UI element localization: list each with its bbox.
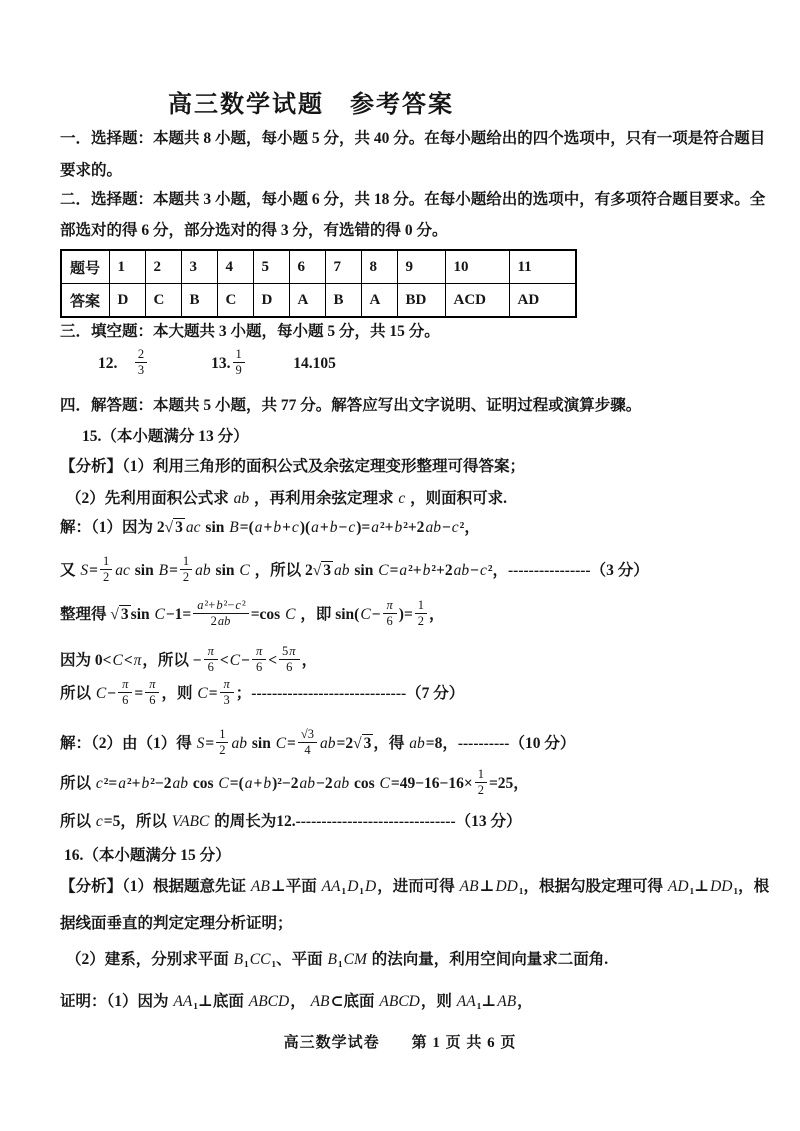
table-row-question-numbers [61, 250, 576, 284]
fill-in-blank-answers: 12. $\frac{2}{3}$ 13. $\frac{1}{9}$ 14.105 [98, 346, 336, 377]
answer-cell: C [217, 284, 253, 318]
problem-15-solution-line-5: 所以 C− $\frac{\pi}{6}$ = $\frac{\pi}{6}$ ，则 C= $\frac{\pi}{3}$ ；------------------------------（7 分） [60, 676, 465, 707]
question-number-cell: 8 [361, 250, 397, 284]
question-number-cell: 11 [509, 250, 576, 284]
answer-cell: C [145, 284, 181, 318]
problem-16-analysis-line-2: 据线面垂直的判定定理分析证明； [60, 915, 293, 932]
section-one-instructions-line-1: 一．选择题：本题共 8 小题，每小题 5 分，共 40 分。在每小题给出的四个选项中，只有一项是符合题目 [60, 130, 766, 147]
section-one-instructions-line-2: 要求的。 [60, 162, 123, 179]
answer-cell: D [109, 284, 145, 318]
answer-cell: D [253, 284, 289, 318]
answer-cell: AD [509, 284, 576, 318]
problem-15-solution-line-4: 因为 0<C<π，所以 − $\frac{\pi}{6}$ <C− $\frac{\pi}{6}$ < $\frac{5\pi}{6}$ ， [60, 643, 318, 674]
section-two-instructions-line-1: 二．选择题：本题共 3 小题，每小题 6 分，共 18 分。在每小题给出的选项中，有多项符合题目要求。全 [60, 191, 766, 208]
problem-15-solution-line-1: 解：（1）因为 2√ 3 ac sin B=(a+b+c)(a+b−c)=a²+b²+2ab−c²， [60, 519, 480, 536]
answer-cell: ACD [445, 284, 509, 318]
question-number-cell: 9 [397, 250, 445, 284]
question-number-cell: 6 [289, 250, 325, 284]
problem-15-solution-line-6: 解：（2）由（1）得 S= $\frac{1}{2}$ ab sin C= $\frac{√3}{4}$ ab=2√ 3 ，得 ab=8，----------（10 分） [60, 726, 576, 757]
problem-15-solution-line-7: 所以 c²=a²+b²−2ab cos C=(a+b)²−2ab−2ab cos C=49−16−16× $\frac{1}{2}$ =25， [60, 766, 529, 797]
answer-cell: BD [397, 284, 445, 318]
table-header-cell: 答案 [61, 284, 109, 318]
question-number-cell: 3 [181, 250, 217, 284]
section-two-instructions-line-2: 部选对的得 6 分，部分选对的得 3 分，有选错的得 0 分。 [60, 222, 448, 239]
problem-16-analysis-line-1: 【分析】（1）根据题意先证 AB⊥平面 AA₁D₁D，进而可得 AB⊥DD₁，根据勾股定理可得 AD₁⊥DD₁，根 [60, 878, 770, 895]
problem-15-analysis-line-1: 【分析】（1）利用三角形的面积公式及余弦定理变形整理可得答案； [60, 458, 526, 475]
page-footer: 高三数学试卷 第 1 页 共 6 页 [283, 1035, 517, 1051]
answer-key-table [60, 249, 577, 318]
problem-15-solution-line-2: 又 S= $\frac{1}{2}$ ac sin B= $\frac{1}{2}$ ab sin C ，所以 2√ 3 ab sin C=a²+b²+2ab−c²，----------------（3 分） [60, 553, 649, 584]
problem-16-heading: 16.（本小题满分 15 分） [64, 847, 231, 864]
answer-cell: A [361, 284, 397, 318]
answer-cell: B [181, 284, 217, 318]
question-number-cell: 2 [145, 250, 181, 284]
question-number-cell: 1 [109, 250, 145, 284]
question-number-cell: 5 [253, 250, 289, 284]
problem-16-proof-line-1: 证明：（1）因为 AA₁⊥底面 ABCD， AB⊂底面 ABCD，则 AA₁⊥AB， [60, 993, 533, 1010]
answer-cell: B [325, 284, 361, 318]
section-four-instructions: 四．解答题：本题共 5 小题，共 77 分。解答应写出文字说明、证明过程或演算步骤。 [60, 397, 642, 414]
problem-15-heading: 15.（本小题满分 13 分） [82, 428, 249, 445]
question-number-cell: 10 [445, 250, 509, 284]
question-number-cell: 7 [325, 250, 361, 284]
problem-15-solution-line-3: 整理得 √ 3 sin C−1= $\frac{\text{a²+b²−c²}}{2ab}$ =cos C ，即 sin(C− $\frac{\pi}{6}$ )= $\frac{1}{2}$ ， [60, 597, 445, 628]
page-title: 高三数学试题 参考答案 [168, 92, 454, 118]
problem-15-solution-line-8: 所以 c=5，所以 VABC 的周长为12.-------------------------------（13 分） [60, 813, 522, 830]
problem-15-analysis-line-2: （2）先利用面积公式求 ab ，再利用余弦定理求 c ，则面积可求. [66, 490, 508, 507]
table-header-cell: 题号 [61, 250, 109, 284]
question-number-cell: 4 [217, 250, 253, 284]
answer-cell: A [289, 284, 325, 318]
problem-16-analysis-line-3: （2）建系，分别求平面 B₁CC₁、平面 B₁CM 的法向量，利用空间向量求二面角. [66, 951, 609, 968]
section-three-instructions: 三．填空题：本大题共 3 小题，每小题 5 分，共 15 分。 [60, 323, 440, 340]
table-row-answers [61, 284, 576, 318]
